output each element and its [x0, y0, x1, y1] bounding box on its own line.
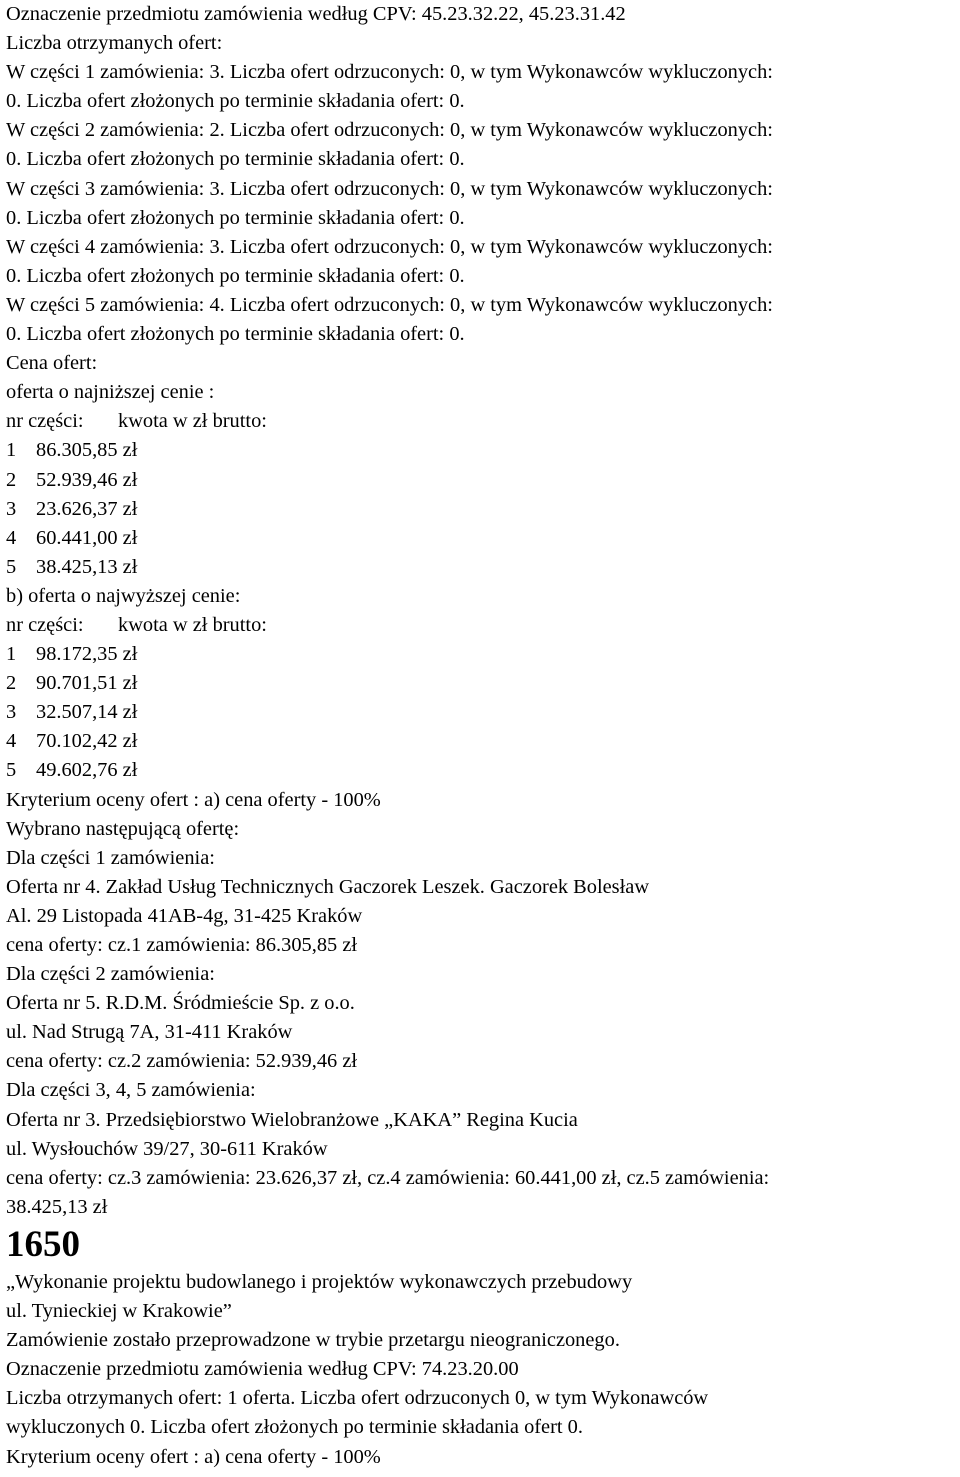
text-line: 0. Liczba ofert złożonych po terminie składania ofert: 0. — [6, 323, 465, 346]
text-line: cena oferty: cz.1 zamówienia: 86.305,85 zł — [6, 934, 358, 956]
text-line: Dla części 3, 4, 5 zamówienia: — [6, 1079, 256, 1102]
text-line: Zamówienie zostało przeprowadzone w trybie przetargu nieograniczonego. — [6, 1329, 620, 1352]
text-line: 0. Liczba ofert złożonych po terminie składania ofert: 0. — [6, 90, 465, 113]
text-line: 0. Liczba ofert złożonych po terminie składania ofert: 0. — [6, 148, 465, 171]
text-line: W części 1 zamówienia: 3. Liczba ofert odrzuconych: 0, w tym Wykonawców wykluczonych: — [6, 61, 773, 84]
header-part: nr części: — [6, 613, 84, 636]
text-line: Oferta nr 4. Zakład Usług Technicznych Gaczorek Leszek. Gaczorek Bolesław — [6, 875, 650, 898]
part-number: 2 — [6, 672, 17, 695]
header-part: nr części: — [6, 410, 84, 433]
text-line: Kryterium oceny ofert : a) cena oferty - 100% — [6, 788, 381, 811]
table-row — [6, 698, 960, 727]
part-number: 3 — [6, 497, 17, 520]
text-line: Liczba otrzymanych ofert: 1 oferta. Liczba ofert odrzuconych 0, w tym Wykonawców — [6, 1387, 709, 1410]
lowest-table-header — [6, 407, 960, 436]
amount: 38.425,13 zł — [36, 555, 138, 578]
table-row — [6, 495, 960, 524]
amount: 60.441,00 zł — [36, 526, 138, 549]
section-number: 1650 — [6, 1223, 80, 1265]
text-line: Wybrano następującą ofertę: — [6, 817, 240, 840]
table-row — [6, 436, 960, 465]
text-line: W części 5 zamówienia: 4. Liczba ofert odrzuconych: 0, w tym Wykonawców wykluczonych: — [6, 293, 773, 316]
text-line: Oznaczenie przedmiotu zamówienia według CPV: 74.23.20.00 — [6, 1358, 519, 1381]
part-number: 4 — [6, 730, 17, 753]
offers-summary-section — [6, 0, 960, 407]
amount: 32.507,14 zł — [36, 701, 138, 724]
amount: 70.102,42 zł — [36, 730, 138, 753]
amount: 90.701,51 zł — [36, 672, 138, 695]
text-line: Oferta nr 3. Przedsiębiorstwo Wielobranżowe „KAKA” Regina Kucia — [6, 1108, 578, 1131]
text-line: oferta o najniższej cenie : — [6, 381, 215, 404]
text-line: W części 2 zamówienia: 2. Liczba ofert odrzuconych: 0, w tym Wykonawców wykluczonych: — [6, 119, 773, 142]
text-line: „Wykonanie projektu budowlanego i projektów wykonawczych przebudowy — [6, 1270, 633, 1293]
part-number: 1 — [6, 439, 17, 462]
table-row — [6, 466, 960, 495]
table-row — [6, 640, 960, 669]
part-number: 5 — [6, 555, 17, 578]
text-line: Liczba otrzymanych ofert: — [6, 32, 223, 55]
part-number: 2 — [6, 468, 17, 491]
lowest-price-table — [6, 436, 960, 581]
text-line: Al. 29 Listopada 41AB-4g, 31-425 Kraków — [6, 904, 363, 927]
table-row — [6, 727, 960, 756]
highest-table-header — [6, 611, 960, 640]
text-line: 0. Liczba ofert złożonych po terminie składania ofert: 0. — [6, 206, 465, 229]
text-line: 38.425,13 zł — [6, 1195, 108, 1218]
text-line: Dla części 1 zamówienia: — [6, 846, 215, 869]
text-line: W części 3 zamówienia: 3. Liczba ofert odrzuconych: 0, w tym Wykonawców wykluczonych: — [6, 177, 773, 200]
amount: 23.626,37 zł — [36, 497, 138, 520]
part-number: 5 — [6, 759, 17, 782]
part-number: 3 — [6, 701, 17, 724]
text-line: 0. Liczba ofert złożonych po terminie składania ofert: 0. — [6, 264, 465, 287]
highest-price-table — [6, 640, 960, 785]
table-row — [6, 756, 960, 785]
text-line: Oferta nr 5. R.D.M. Śródmieście Sp. z o.o. — [6, 992, 355, 1015]
selected-offers-section — [6, 786, 960, 1222]
highest-price-title: b) oferta o najwyższej cenie: — [6, 584, 241, 607]
text-line: ul. Tynieckiej w Krakowie” — [6, 1300, 232, 1323]
text-line: Kryterium oceny ofert : a) cena oferty - 100% — [6, 1445, 381, 1468]
table-row — [6, 524, 960, 553]
table-row — [6, 669, 960, 698]
text-line: ul. Nad Strugą 7A, 31-411 Kraków — [6, 1021, 293, 1044]
text-line: ul. Wysłouchów 39/27, 30-611 Kraków — [6, 1137, 328, 1160]
text-line: cena oferty: cz.2 zamówienia: 52.939,46 zł — [6, 1050, 358, 1073]
amount: 49.602,76 zł — [36, 759, 138, 782]
next-tender-section — [6, 1268, 960, 1472]
text-line: Oznaczenie przedmiotu zamówienia według CPV: 45.23.32.22, 45.23.31.42 — [6, 3, 626, 25]
text-line: Dla części 2 zamówienia: — [6, 963, 215, 986]
amount: 98.172,35 zł — [36, 643, 138, 666]
header-amount: kwota w zł brutto: — [118, 613, 267, 636]
text-line: cena oferty: cz.3 zamówienia: 23.626,37 zł, cz.4 zamówienia: 60.441,00 zł, cz.5 zamówienia: — [6, 1166, 770, 1189]
part-number: 1 — [6, 643, 17, 666]
text-line: wykluczonych 0. Liczba ofert złożonych po terminie składania ofert 0. — [6, 1416, 583, 1439]
amount: 86.305,85 zł — [36, 439, 138, 462]
amount: 52.939,46 zł — [36, 468, 138, 491]
text-line: Cena ofert: — [6, 352, 98, 375]
part-number: 4 — [6, 526, 17, 549]
table-row — [6, 553, 960, 582]
header-amount: kwota w zł brutto: — [118, 410, 267, 433]
text-line: W części 4 zamówienia: 3. Liczba ofert odrzuconych: 0, w tym Wykonawców wykluczonych: — [6, 235, 773, 258]
